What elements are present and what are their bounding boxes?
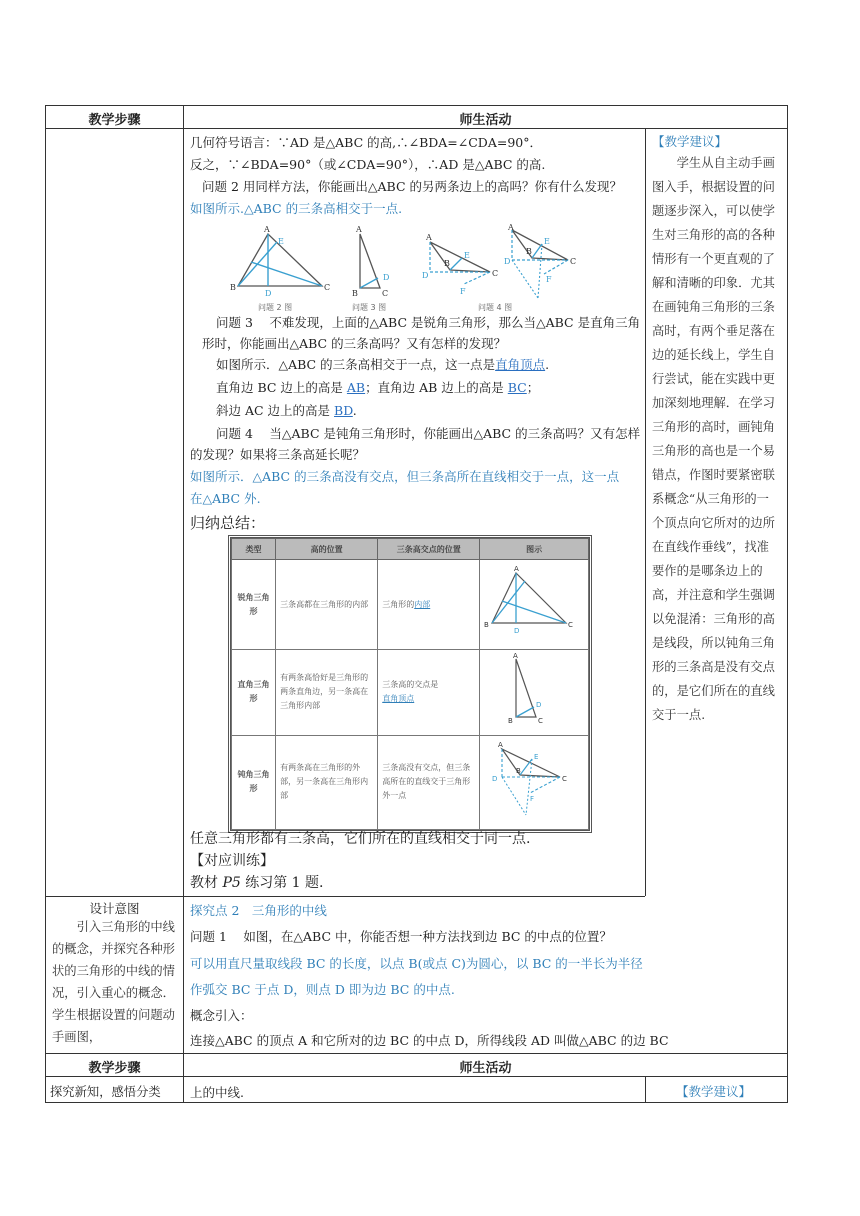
svg-text:D: D [514,627,520,635]
svg-text:D: D [536,700,542,709]
summary-cross-acute-pre: 三角形的 [382,599,415,609]
svg-text:A: A [513,651,519,660]
q3-d-prefix: 直角边 BC 边上的高是 [216,380,347,395]
symbol-language-line: 几何符号语言：∵AD 是△ABC 的高,∴∠BDA=∠CDA=90°． [190,135,542,150]
svg-text:F: F [530,794,535,803]
altitude-figures [228,222,588,314]
summary-cross-obtuse: 三条高没有交点，但三条高所在的直线交于三角形外一点 [378,735,480,829]
acute-figure-icon [480,561,580,643]
summary-pos-obtuse: 有两条高在三角形的外部，另一条高在三角形内部 [276,735,378,829]
svg-text:C: C [382,289,389,298]
fig-caption-2: 问题 2 图 [258,303,293,312]
converse-line: 反之，∵∠BDA=90°（或∠CDA=90°），∴AD 是△ABC 的高. [190,157,546,172]
question-4-line-b: 的发现？如果将三条高延长呢？ [190,447,366,462]
column-divider-2b [645,1076,646,1102]
summary-header-type: 类型 [232,539,276,560]
svg-text:C: C [492,269,499,278]
svg-text:D: D [492,774,498,783]
table-bottom-border [45,1102,788,1103]
q3-e-suffix: . [352,403,357,418]
practice-page: P5 [222,875,241,891]
q3-d-suffix: ； [526,380,540,395]
question-3-answer-1 [216,357,549,373]
svg-text:B: B [516,766,522,775]
svg-text:C: C [570,257,577,266]
question-3-answer-2 [216,380,539,396]
summary-fig-acute [480,560,589,650]
summary-title: 归纳总结： [190,514,266,532]
svg-text:C: C [568,621,574,629]
column-divider-2 [645,128,646,896]
svg-text:B: B [352,289,358,298]
q3-answer-prefix: 如图所示．△ABC 的三条高相交于一点，这一点是 [216,357,496,372]
svg-text:D: D [422,271,429,280]
svg-text:F: F [546,275,552,284]
summary-row-acute [232,560,589,650]
explore-title: 探究点 2 三角形的中线 [190,903,327,918]
q3-answer-vertex: 直角顶点 [495,357,546,372]
svg-text:D: D [265,289,272,298]
q3-e-ans: BD [334,403,353,418]
header-bottom-border [45,128,788,129]
header2-bottom-border [45,1076,788,1077]
footer-header-step: 教学步骤 [88,1061,141,1076]
column-divider-1 [183,105,184,1103]
fig-caption-4: 问题 4 图 [478,303,513,312]
q3-d-ans2: BC [507,380,527,395]
teaching-suggestion-text: 学生从自主动手画图入手，根据设置的问题逐步深入，可以使学生对三角形的高的各种情形有一个更直观的了解和清晰的印象．尤其在画钝角三角形的三条高时，有两个垂足落在边的延长线上，学生自行尝试，能在实践中更加深刻地理解．在学习三角形的高时，画钝角三角形的高也是一个易错点，作图时要紧密联系概念“从三角形的一个顶点向它所对的边所在直线作垂线”，找准要作的是哪条边上的高，并注意和学生强调以免混淆：三角形的高是线段，所以钝角三角形的三条高是没有交点的，是它们所在的直线交于一点. [652,156,775,722]
summary-cat-right: 直角三角形 [232,650,276,736]
question-3-answer-3 [216,403,357,419]
right-figure-icon [480,651,580,729]
practice-suffix: 练习第 1 题. [240,875,324,891]
svg-text:A: A [514,565,520,573]
svg-text:B: B [444,259,450,268]
fig-caption-3: 问题 3 图 [352,303,387,312]
question-3-line-a: 问题 3 不难发现，上面的△ABC 是锐角三角形，那么当△ABC 是直角三角 [216,315,641,330]
svg-text:A: A [356,225,362,234]
header2-top-border [45,1053,788,1054]
svg-text:D: D [383,273,390,282]
svg-text:A: A [426,233,432,242]
summary-fig-obtuse [480,735,589,829]
obtuse-figure-icon [480,737,580,823]
question-2: 问题 2 用同样方法，你能画出△ABC 的另两条边上的高吗？你有什么发现？ [202,179,622,194]
explore-answer-b: 作弧交 BC 于点 D，则点 D 即为边 BC 的中点. [190,982,455,997]
practice-title: 【对应训练】 [190,853,274,869]
q3-d-ans1: AB [346,380,366,395]
summary-cat-acute: 锐角三角形 [232,560,276,650]
header-activity: 师生活动 [459,113,512,128]
question-2-answer: 如图所示.△ABC 的三条高相交于一点. [190,201,403,216]
summary-table [228,535,592,833]
lower-section-border [45,896,645,897]
footer-suggestion-title: 【教学建议】 [676,1084,752,1099]
question-3-line-b: 形时，你能画出△ABC 的三条高吗？又有怎样的发现？ [202,336,507,351]
svg-text:C: C [562,774,568,783]
concept-intro: 概念引入： [190,1008,253,1023]
explore-answer-a: 可以用直尺量取线段 BC 的长度，以点 B(或点 C)为圆心，以 BC 的一半长为半径 [190,956,643,971]
table-left-border [45,105,46,1103]
summary-cross-right-pre: 三条高的交点是 [382,680,439,690]
summary-cross-right-ans: 直角顶点 [382,694,415,704]
svg-text:C: C [538,716,544,725]
svg-text:B: B [508,716,514,725]
figure-obtuse-triangle-1 [422,233,498,296]
svg-text:E: E [544,237,550,246]
footer-step-text: 探究新知，感悟分类 [50,1085,161,1099]
summary-conclusion: 任意三角形都有三条高，它们所在的直线相交于同一点. [190,831,531,847]
footer-header-activity: 师生活动 [459,1061,512,1076]
concept-text: 连接△ABC 的顶点 A 和它所对的边 BC 的中点 D，所得线段 AD 叫做△ABC 的边 BC [190,1033,669,1048]
question-4-line-a: 问题 4 当△ABC 是钝角三角形时，你能画出△ABC 的三条高吗？又有怎样 [216,426,641,441]
svg-text:E: E [534,752,539,761]
summary-header-row [232,539,589,560]
summary-header-intersection: 三条高交点的位置 [378,539,480,560]
header-step: 教学步骤 [88,113,141,128]
question-4-answer-b: 在△ABC 外. [190,491,261,506]
design-intent-text: 引入三角形的中线的概念，并探究各种形状的三角形的中线的情况，引入重心的概念．学生根据设置的问题动手画图， [52,920,175,1044]
svg-text:B: B [526,247,532,256]
summary-cat-obtuse: 钝角三角形 [232,735,276,829]
svg-text:B: B [484,621,490,629]
practice-text [190,874,324,892]
svg-text:E: E [278,237,284,246]
summary-row-obtuse [232,735,589,829]
q3-d-mid: ；直角边 AB 边上的高是 [365,380,508,395]
svg-text:E: E [464,251,470,260]
table-top-border [45,105,788,106]
table-right-border [787,105,788,1103]
svg-text:A: A [264,225,270,234]
svg-text:B: B [230,283,236,292]
summary-cross-acute [378,560,480,650]
teaching-suggestion-title: 【教学建议】 [652,134,728,149]
summary-header-position: 高的位置 [276,539,378,560]
summary-grid [231,538,589,830]
footer-activity-text: 上的中线. [190,1085,244,1100]
q3-answer-suffix: . [545,357,550,372]
figure-right-triangle [352,225,389,298]
svg-text:A: A [508,223,514,232]
practice-prefix: 教材 [190,875,223,891]
summary-header-figure: 图示 [480,539,589,560]
summary-cross-right [378,650,480,736]
svg-text:D: D [504,257,511,266]
figure-obtuse-triangle-2 [504,223,576,298]
question-4-answer-a: 如图所示．△ABC 的三条高没有交点，但三条高所在直线相交于一点，这一点 [190,469,620,484]
q3-e-prefix: 斜边 AC 边上的高是 [216,403,335,418]
summary-row-right [232,650,589,736]
svg-text:C: C [324,283,331,292]
svg-text:A: A [498,740,504,749]
summary-fig-right [480,650,589,736]
design-intent-title: 设计意图 [89,901,140,916]
summary-cross-acute-ans: 内部 [414,599,431,609]
figure-acute-triangle [230,225,330,298]
summary-pos-right: 有两条高恰好是三角形的两条直角边，另一条高在三角形内部 [276,650,378,736]
summary-pos-acute: 三条高都在三角形的内部 [276,560,378,650]
explore-question-1: 问题 1 如图，在△ABC 中，你能否想一种方法找到边 BC 的中点的位置？ [190,929,612,944]
svg-text:F: F [460,287,466,296]
